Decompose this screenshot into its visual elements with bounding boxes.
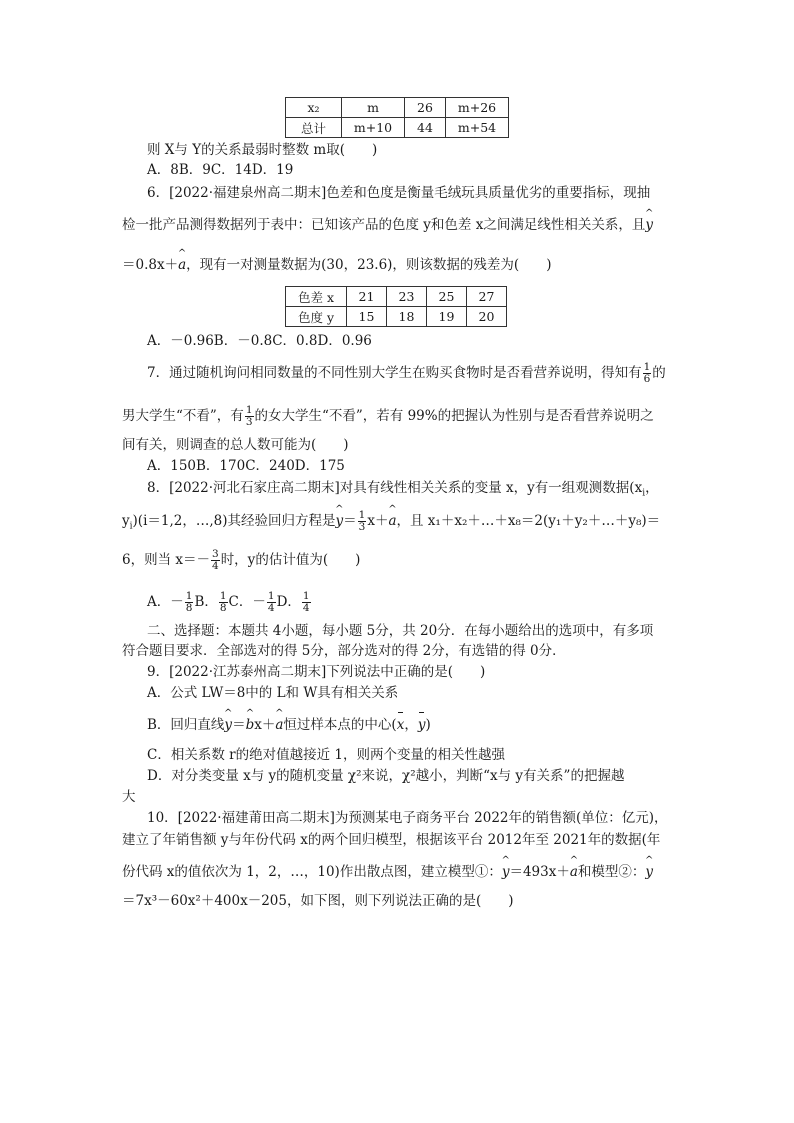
subscript: i (642, 488, 646, 499)
q8-line1-end: ， (645, 480, 659, 496)
table-cell: 27 (467, 287, 507, 307)
table-row (286, 307, 507, 327)
numerator: 1 (358, 509, 366, 521)
q7-line1-end: 的 (652, 365, 666, 381)
x-bar: x (396, 717, 405, 733)
q8-line2 (122, 510, 660, 537)
q6-line3-text: ＝0.8x＋ (122, 257, 179, 273)
y-hat: ^ y (224, 715, 232, 735)
q6-line2-text: 检一批产品测得数据列于表中：已知该产品的色度 y和色差 x之间满足线性相关关系，且 (122, 217, 646, 233)
q10-line3-text: ＝493x＋ (509, 864, 570, 880)
numerator: 1 (267, 590, 275, 602)
q6-line1: 6．[2022·福建泉州高二期末]色差和色度是衡量毛绒玩具质量优劣的重要指标，现抽 (147, 185, 651, 201)
q9-b-text: ＝ (232, 717, 246, 733)
q7-options: A．150B．170C．240D．175 (147, 458, 345, 474)
q5-stem: 则 X与 Y的关系最弱时整数 m取( ) (147, 142, 378, 158)
table-row (286, 118, 509, 138)
numerator: 1 (219, 590, 227, 602)
table-cell: m+10 (342, 118, 405, 138)
q7-line1-text: 7．通过随机询问相同数量的不同性别大学生在购买食物时是否看营养说明，得知有 (147, 365, 642, 381)
y-hat: ^ y (336, 511, 344, 531)
q8-line2-text: ，且 x₁＋x₂＋…＋x₈＝2(y₁＋y₂＋…＋y₈)＝ (396, 513, 661, 529)
denominator: 3 (245, 416, 253, 428)
y-bar: y (417, 717, 426, 733)
table-cell: x₂ (286, 98, 342, 118)
q8-line1 (147, 478, 659, 504)
table-cell: 21 (347, 287, 387, 307)
q9-b-text: B．回归直线 (147, 717, 225, 733)
q10-line4: ＝7x³－60x²＋400x－205，如下图，则下列说法正确的是( ) (122, 893, 514, 909)
q8-line3 (122, 549, 360, 572)
q9-b-text: ， (404, 717, 418, 733)
numerator: 1 (245, 404, 253, 416)
section2-line2: 符合题目要求．全部选对的得 5分，部分选对的得 2分，有选错的得 0分． (122, 643, 566, 659)
denominator: 8 (185, 602, 193, 614)
table-cell: m+54 (446, 118, 509, 138)
q9-option-b (147, 715, 431, 735)
table-cell: 色度 y (286, 307, 347, 327)
numerator: 3 (212, 548, 219, 560)
q9-b-text: 恒过样本点的中心( (283, 717, 397, 733)
table-cell: m+26 (446, 98, 509, 118)
a-hat: ^ a (388, 511, 396, 531)
table-row (286, 98, 509, 118)
q9-option-d-cont: 大 (122, 789, 136, 805)
color-data-table (285, 286, 507, 327)
q8-line2-text: y (122, 513, 130, 529)
q8-line1-text: 8．[2022·河北石家庄高二期末]对具有线性相关关系的变量 x，y有一组观测数据(x (147, 480, 643, 496)
q7-line3: 间有关，则调查的总人数可能为( ) (122, 437, 349, 453)
q7-line1 (147, 362, 666, 385)
denominator: 6 (643, 373, 651, 385)
q7-line2-text: 男大学生“不看”，有 (122, 408, 244, 424)
numerator: 1 (643, 361, 651, 373)
q6-options: A．－0.96B．－0.8C．0.8D．0.96 (147, 333, 372, 349)
q8-line2-text: x＋ (367, 513, 389, 529)
q6-line3 (122, 255, 551, 275)
q9-b-text: ) (425, 717, 431, 733)
q9-option-d: D．对分类变量 x与 y的随机变量 χ²来说，χ²越小，判断“x与 y有关系”的把握越 (147, 768, 625, 784)
a-hat: ^ a (570, 862, 578, 882)
b-hat: ^ b (246, 715, 255, 735)
q9-option-a: A．公式 LW＝8中的 L和 W具有相关关系 (147, 685, 399, 701)
denominator: 4 (212, 560, 219, 572)
q10-line3 (122, 862, 653, 882)
fraction (643, 362, 652, 385)
table-cell: 23 (387, 287, 427, 307)
q8-line3-text: 时，y的估计值为( ) (220, 552, 361, 568)
table-cell: 18 (387, 307, 427, 327)
y-hat: ^ y (645, 862, 653, 882)
fraction (302, 591, 311, 614)
subscript: i (129, 521, 133, 532)
fraction (358, 510, 367, 533)
q9-stem: 9．[2022·江苏泰州高二期末]下列说法中正确的是( ) (147, 664, 486, 680)
y-hat: ^ y (645, 215, 653, 235)
q8-line3-text: 6，则当 x＝－ (122, 552, 210, 568)
option-b-label: B． (194, 594, 218, 610)
numerator: 1 (185, 590, 193, 602)
q8-line2-text: ＝ (343, 513, 357, 529)
table-cell: 15 (347, 307, 387, 327)
q10-line1: 10．[2022·福建莆田高二期末]为预测某电子商务平台 2022年的销售额(单位：亿元)， (147, 810, 668, 826)
fraction (267, 591, 276, 614)
denominator: 3 (358, 521, 366, 533)
denominator: 8 (219, 602, 227, 614)
q8-options (147, 591, 312, 614)
q9-b-text: x＋ (254, 717, 276, 733)
denominator: 4 (267, 602, 275, 614)
y-hat: ^ y (502, 862, 510, 882)
section2-line1: 二、选择题：本题共 4小题，每小题 5分，共 20分．在每小题给出的选项中，有多项 (147, 623, 654, 639)
a-hat: ^ a (178, 255, 186, 275)
table-cell: 44 (405, 118, 446, 138)
q7-line2 (122, 405, 654, 428)
fraction (245, 405, 254, 428)
q8-line2-text: )(i＝1,2，…,8)其经验回归方程是 (132, 513, 336, 529)
option-a-label: A．－ (147, 594, 184, 610)
table-cell: 20 (467, 307, 507, 327)
fraction (211, 549, 220, 572)
q5-options: A．8B．9C．14D．19 (147, 162, 294, 178)
table-cell: m (342, 98, 405, 118)
q7-line2-end: 的女大学生“不看”，若有 99%的把握认为性别与是否看营养说明之 (254, 408, 654, 424)
q9-option-c: C．相关系数 r的绝对值越接近 1，则两个变量的相关性越强 (147, 747, 505, 763)
frequency-table (285, 97, 509, 138)
option-c-label: C．－ (228, 594, 266, 610)
fraction (185, 591, 194, 614)
table-cell: 色差 x (286, 287, 347, 307)
q10-line3-text: 和模型②： (577, 864, 646, 880)
q6-line3-text: ，现有一对测量数据为(30，23.6)，则该数据的残差为( ) (186, 257, 552, 273)
fraction (219, 591, 228, 614)
a-hat: ^ a (275, 715, 283, 735)
table-cell: 26 (405, 98, 446, 118)
option-d-label: D． (276, 594, 301, 610)
numerator: 1 (302, 590, 310, 602)
table-cell: 总计 (286, 118, 342, 138)
table-row (286, 287, 507, 307)
q6-line2 (122, 215, 653, 235)
q10-line3-text: 份代码 x的值依次为 1，2，…，10)作出散点图，建立模型①： (122, 864, 502, 880)
table-cell: 19 (427, 307, 467, 327)
q10-line2: 建立了年销售额 y与年份代码 x的两个回归模型，根据该平台 2012年至 2021年的数据(年 (122, 832, 661, 848)
table-cell: 25 (427, 287, 467, 307)
denominator: 4 (302, 602, 310, 614)
